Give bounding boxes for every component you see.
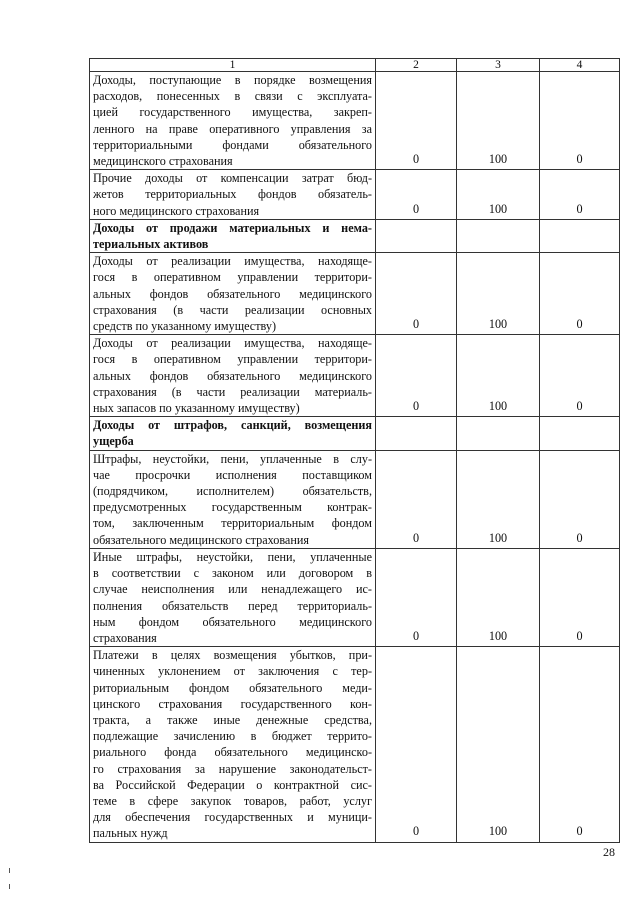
section-heading [90,417,376,450]
value-c2: 0 [376,335,457,417]
scan-mark [9,868,10,873]
row-description [90,647,376,842]
description-line: тракта, а также иные денежные средства, [93,712,372,727]
value-c3 [457,219,540,252]
description-line: го страхования за нарушение законодательст- [93,761,372,776]
description-line: обязательного медицинского страхования [93,532,309,547]
description-line: теме в сфере закупок товаров, работ, услуг [93,793,372,808]
row-description [90,72,376,170]
description-line: подлежащие зачислению в бюджет террито- [93,729,372,744]
description-line: медицинского страхования [93,154,233,169]
revenue-table [89,58,620,843]
description-line: Прочие доходы от компенсации затрат бюд- [93,171,372,186]
description-line: полнения обязательств перед территориаль- [93,598,372,613]
value-c2 [376,417,457,450]
header-col-4: 4 [540,59,620,72]
section-heading [90,219,376,252]
value-c2: 0 [376,253,457,335]
table-row [90,219,620,252]
value-c3: 100 [457,170,540,220]
value-c3 [457,417,540,450]
value-c4: 0 [540,647,620,842]
value-c4: 0 [540,450,620,548]
table-row [90,170,620,220]
value-c3: 100 [457,548,540,646]
description-line: в соответствии с законом или договором в [93,566,372,581]
description-line: Доходы от штрафов, санкций, возмещения [93,418,372,433]
description-line: ных запасов по указанному имуществу) [93,401,300,416]
value-c2: 0 [376,647,457,842]
value-c4: 0 [540,170,620,220]
row-description [90,253,376,335]
description-line: случае неисполнения или ненадлежащего ис- [93,582,372,597]
header-col-2: 2 [376,59,457,72]
description-line: страхования [93,630,157,645]
description-line: Доходы от реализации имущества, находяще- [93,336,372,351]
value-c4: 0 [540,72,620,170]
value-c2 [376,219,457,252]
table-row [90,253,620,335]
description-line: для обеспечения государственных и муници- [93,810,372,825]
description-line: чиненных уклонением от заключения с тер- [93,664,372,679]
row-description [90,548,376,646]
value-c2: 0 [376,548,457,646]
row-description [90,170,376,220]
description-line: ва Российской Федерации о контрактной сис- [93,777,372,792]
table-header-row [90,59,620,72]
row-description [90,335,376,417]
description-line: Доходы от реализации имущества, находяще- [93,254,372,269]
description-line: альных фондов обязательного медицинского [93,286,372,301]
description-line: Доходы от продажи материальных и нема- [93,220,372,235]
value-c3: 100 [457,450,540,548]
description-line: ного медицинского страхования [93,203,260,218]
value-c3: 100 [457,253,540,335]
value-c4 [540,417,620,450]
scan-mark [9,884,10,889]
description-line: риториальным фондом обязательного меди- [93,680,372,695]
table-body [90,59,620,843]
description-line: риального фонда обязательного медицинско- [93,745,372,760]
value-c4: 0 [540,335,620,417]
header-col-3: 3 [457,59,540,72]
description-line: территориальными фондами обязательного [93,137,372,152]
description-line: Доходы, поступающие в порядке возмещения [93,73,372,87]
description-line: предусмотренных государственным контрак- [93,500,372,515]
table-row [90,417,620,450]
description-line: страхования (в части реализации основных [93,302,372,317]
page-number: 28 [603,845,615,859]
description-line: страхования (в части реализации материаль- [93,384,372,399]
table-row [90,450,620,548]
description-line: средств по указанному имуществу) [93,319,277,334]
description-line: гося в оперативном управлении территори- [93,352,372,367]
table-row [90,647,620,842]
description-line: ным фондом обязательного медицинского [93,614,372,629]
description-line: жетов территориальных фондов обязатель- [93,187,372,202]
description-line: цией государственного имущества, закреп- [93,105,372,120]
description-line: том, заключенным территориальным фондом [93,516,372,531]
description-line: ущерба [93,434,134,449]
description-line: альных фондов обязательного медицинского [93,368,372,383]
description-line: (подрядчиком, исполнителем) обязательств, [93,484,372,499]
table-row [90,548,620,646]
value-c4: 0 [540,548,620,646]
description-line: чае просрочки исполнения поставщиком [93,467,372,482]
description-line: расходов, понесенных в связи с эксплуата- [93,89,372,104]
description-line: Платежи в целях возмещения убытков, при- [93,648,372,663]
value-c3: 100 [457,647,540,842]
value-c2: 0 [376,170,457,220]
value-c2: 0 [376,72,457,170]
value-c4 [540,219,620,252]
description-line: Иные штрафы, неустойки, пени, уплаченные [93,549,372,564]
description-line: териальных активов [93,237,209,252]
table-row [90,335,620,417]
table-row [90,72,620,170]
value-c3: 100 [457,72,540,170]
description-line: ленного на праве оперативного управления за [93,121,372,136]
row-description [90,450,376,548]
description-line: пальных нужд [93,826,168,841]
description-line: цинского страхования государственного кон- [93,696,372,711]
header-col-1: 1 [90,59,376,72]
value-c4: 0 [540,253,620,335]
description-line: Штрафы, неустойки, пени, уплаченные в слу- [93,451,372,466]
description-line: гося в оперативном управлении территори- [93,270,372,285]
value-c2: 0 [376,450,457,548]
value-c3: 100 [457,335,540,417]
